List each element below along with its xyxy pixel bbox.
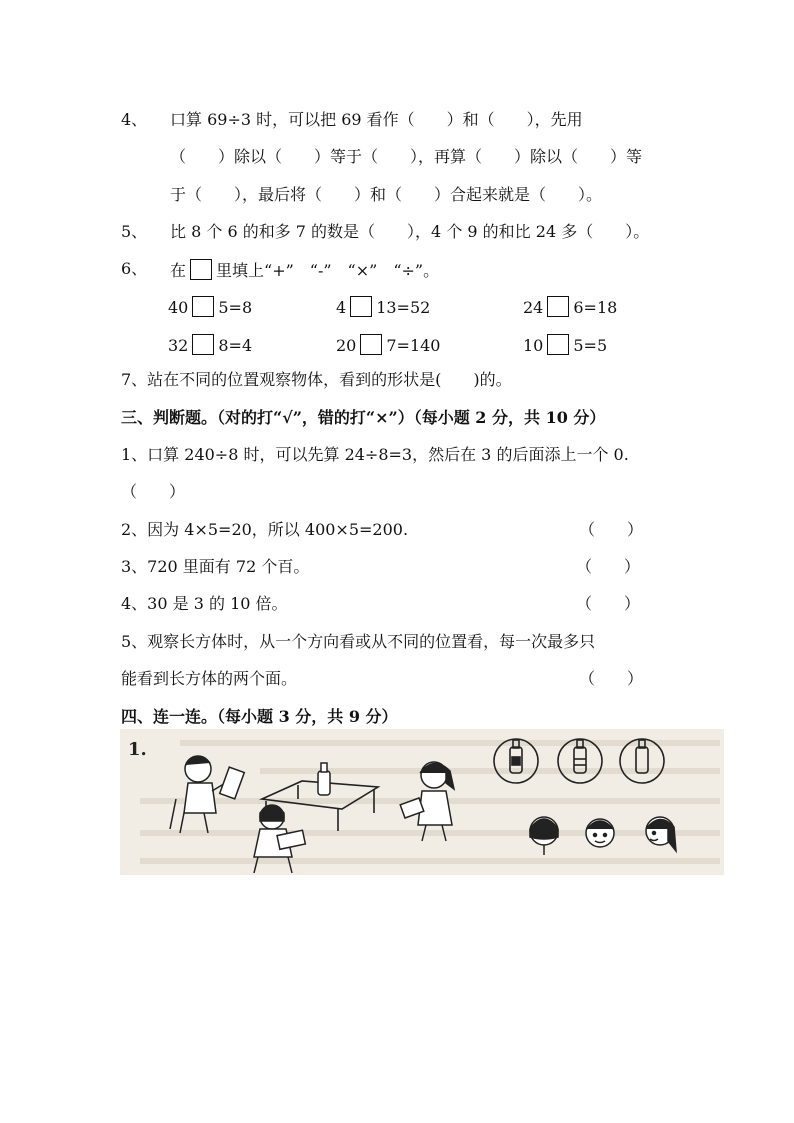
judge-item-3-paren[interactable]: （ ） — [576, 557, 641, 576]
equation-5 — [336, 334, 440, 356]
operator-box[interactable] — [192, 334, 214, 355]
equation-1 — [168, 296, 252, 318]
judge-item-1-line-1: 1、口算 240÷8 时，可以先算 24÷8=3，然后在 3 的后面添上一个 0. — [121, 445, 629, 464]
q5-text: 比 8 个 6 的和多 7 的数是（ ），4 个 9 的和比 24 多（ ）。 — [170, 222, 650, 241]
answer-box[interactable] — [190, 259, 212, 280]
equation-left: 24 — [523, 298, 544, 317]
judge-item-2-paren[interactable]: （ ） — [579, 520, 644, 539]
judge-item-1-paren[interactable]: （ ） — [121, 482, 186, 501]
q6-number: 6、 — [121, 259, 148, 278]
equation-right: 5=8 — [218, 298, 253, 317]
operator-box[interactable] — [547, 296, 569, 317]
equation-left: 40 — [168, 298, 189, 317]
judge-item-2: 2、因为 4×5=20，所以 400×5=200. — [121, 520, 409, 539]
judge-item-5-paren[interactable]: （ ） — [579, 669, 644, 688]
equation-right: 7=140 — [386, 336, 441, 355]
equation-left: 10 — [523, 336, 544, 355]
equation-6 — [523, 334, 607, 356]
equation-2 — [336, 296, 430, 318]
judge-item-4-paren[interactable]: （ ） — [576, 594, 641, 613]
section4-title: 四、连一连。（每小题 3 分，共 9 分） — [121, 707, 398, 726]
operator-box[interactable] — [192, 296, 214, 317]
judge-item-5-line-2: 能看到长方体的两个面。 — [121, 669, 298, 688]
q6-post: 里填上“+” “-” “×” “÷”。 — [216, 261, 440, 280]
q6-instruction — [170, 259, 439, 281]
equation-left: 4 — [336, 298, 347, 317]
equation-left: 20 — [336, 336, 357, 355]
q4-line-2: （ ）除以（ ）等于（ ），再算（ ）除以（ ）等 — [170, 147, 643, 166]
q4-number: 4、 — [121, 110, 148, 129]
operator-box[interactable] — [547, 334, 569, 355]
observation-picture — [120, 729, 724, 875]
equation-right: 8=4 — [218, 336, 253, 355]
operator-box[interactable] — [360, 334, 382, 355]
judge-item-4: 4、30 是 3 的 10 倍。 — [121, 594, 288, 613]
equation-3 — [523, 296, 617, 318]
q4-line-1: 口算 69÷3 时，可以把 69 看作（ ）和（ ），先用 — [170, 110, 583, 129]
equation-left: 32 — [168, 336, 189, 355]
equation-right: 6=18 — [573, 298, 618, 317]
equation-4 — [168, 334, 252, 356]
equation-right: 5=5 — [573, 336, 608, 355]
equation-right: 13=52 — [376, 298, 431, 317]
face-boy-icon — [586, 819, 614, 847]
judge-item-5-line-1: 5、观察长方体时，从一个方向看或从不同的位置看，每一次最多只 — [121, 632, 596, 651]
q6-pre: 在 — [170, 261, 187, 280]
judge-item-3: 3、720 里面有 72 个百。 — [121, 557, 310, 576]
operator-box[interactable] — [350, 296, 372, 317]
q4-line-3: 于（ ），最后将（ ）和（ ）合起来就是（ ）。 — [170, 185, 603, 204]
q5-number: 5、 — [121, 222, 148, 241]
item-number: 1. — [128, 739, 147, 760]
q7-text: 7、站在不同的位置观察物体，看到的形状是( )的。 — [121, 370, 512, 389]
section3-title: 三、判断题。（对的打“√”，错的打“×”）（每小题 2 分，共 10 分） — [121, 408, 606, 427]
